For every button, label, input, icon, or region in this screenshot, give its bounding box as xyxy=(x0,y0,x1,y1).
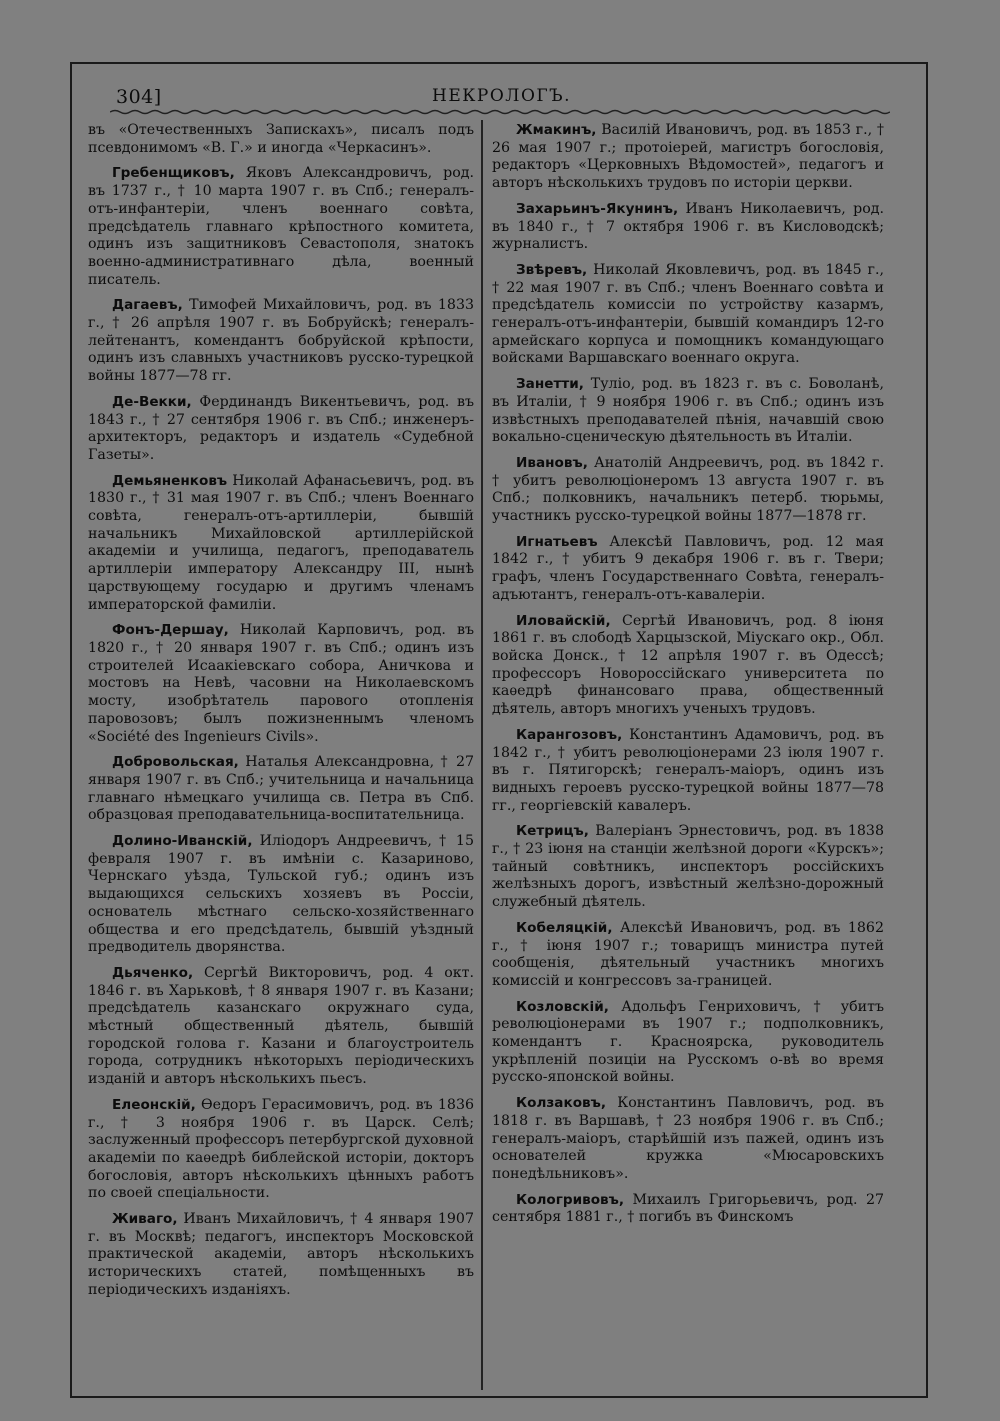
obituary-entry xyxy=(88,297,474,386)
entry-text: Константинъ Павловичъ, род. въ 1818 г. въ Варшавѣ, † 23 ноября 1906 г. въ Спб.; генералъ-маіоръ, старѣйшій изъ пажей, одинъ изъ основателей кружка «Мюсаровскихъ понедѣльниковъ». xyxy=(492,1095,884,1182)
obituary-entry xyxy=(492,613,884,719)
entry-text: Василій Ивановичъ, род. въ 1853 г., † 26 мая 1907 г.; протоіерей, магистръ богословія, редакторъ «Церковныхъ Вѣдомостей», педагогъ и авторъ нѣсколькихъ трудовъ по исторіи церкви. xyxy=(492,122,884,192)
entry-name: Игнатьевъ xyxy=(516,533,598,550)
obituary-entry xyxy=(88,122,474,157)
entry-text: Иванъ Михайловичъ, † 4 января 1907 г. въ Москвѣ; педагогъ, инспекторъ Московской практической академіи, авторъ нѣсколькихъ историческихъ статей, помѣщенныхъ въ періодическихъ изданіяхъ. xyxy=(88,1211,474,1298)
page-header xyxy=(72,74,926,108)
obituary-entry xyxy=(88,622,474,746)
entry-text: Иліодоръ Андреевичъ, † 15 февраля 1907 г. въ имѣніи с. Казариново, Чернскаго уѣзда, Тульской губ.; одинъ изъ выдающихся сельскихъ хозяевъ въ Россіи, основатель мѣстнаго сельско-хозяйственнаго общества и его предсѣдатель, бывшій уѣздный предводитель дворянства. xyxy=(88,833,474,956)
obituary-entry xyxy=(88,833,474,957)
entry-name: Де-Векки, xyxy=(112,393,192,410)
entry-text: Фердинандъ Викентьевичъ, род. въ 1843 г., † 27 сентября 1906 г. въ Спб.; инженеръ-архитекторъ, редакторъ и издатель «Судебной Газеты». xyxy=(88,393,474,463)
right-column xyxy=(492,122,884,1235)
entry-name: Долино-Иванскій, xyxy=(112,833,253,850)
entry-name: Демьяненковъ xyxy=(112,472,228,489)
wavy-rule xyxy=(110,108,890,116)
entry-text: Валеріанъ Эрнестовичъ, род. въ 1838 г., † 23 іюня на станціи желѣзной дороги «Курскъ»; тайный совѣтникъ, инспекторъ россійскихъ желѣзныхъ дорогъ, извѣстный желѣзно-дорожный служебный дѣятель. xyxy=(492,823,884,911)
obituary-entry xyxy=(88,754,474,825)
obituary-entry xyxy=(492,727,884,816)
entry-text: Алексѣй Павловичъ, род. 12 мая 1842 г., † убитъ 9 декабря 1906 г. въ г. Твери; графъ, членъ Государственнаго Совѣта, генералъ-адъютантъ, генералъ-отъ-кавалеріи. xyxy=(492,533,884,603)
entry-name: Захарьинъ-Якунинъ, xyxy=(516,200,679,217)
entry-text: Сергѣй Ивановичъ, род. 8 іюня 1861 г. въ слободѣ Харцызской, Міускаго окр., Обл. войска Донск., † 12 апрѣля 1907 г. въ Одессѣ; профессоръ Новороссійскаго университета по каѳедрѣ финансоваго права, общественный дѣятель, авторъ многихъ ученыхъ трудовъ. xyxy=(492,612,884,718)
obituary-entry xyxy=(492,1095,884,1184)
entry-text: въ «Отечественныхъ Запискахъ», писалъ подъ псевдонимомъ «В. Г.» и иногда «Черкасинъ». xyxy=(88,122,474,156)
entry-name: Елеонскій, xyxy=(112,1096,196,1113)
obituary-entry xyxy=(88,965,474,1089)
obituary-entry xyxy=(492,920,884,991)
entry-text: Наталья Александровна, † 27 января 1907 г. въ Спб.; учительница и начальница главнаго нѣмецкаго училища св. Петра въ Спб. образцовая преподавательница-воспитательница. xyxy=(88,754,474,824)
entry-text: Михаилъ Григорьевичъ, род. 27 сентября 1881 г., † погибъ въ Финскомъ xyxy=(492,1191,884,1226)
running-title: НЕКРОЛОГЪ. xyxy=(432,86,572,106)
entry-text: Николай Афанасьевичъ, род. въ 1830 г., † 31 мая 1907 г. въ Спб.; членъ Военнаго совѣта, генералъ-отъ-артиллеріи, бывшій начальникъ Михайловской артиллерійской академіи и училища, педагогъ, преподаватель артиллеріи императору Александру III, нынѣ царствующему государю и другимъ членамъ императорской фамиліи. xyxy=(88,472,474,613)
obituary-entry xyxy=(492,376,884,447)
obituary-entry xyxy=(492,534,884,605)
column-divider xyxy=(481,120,483,1390)
entry-name: Дагаевъ, xyxy=(112,297,183,314)
obituary-entry xyxy=(492,201,884,254)
entry-name: Кетрицъ, xyxy=(516,823,589,840)
entry-name: Занетти, xyxy=(516,376,584,393)
left-column xyxy=(88,122,474,1308)
entry-name: Гребенщиковъ, xyxy=(112,165,235,182)
entry-name: Кологривовъ, xyxy=(516,1191,625,1208)
obituary-entry xyxy=(492,999,884,1088)
obituary-entry xyxy=(492,262,884,368)
entry-name: Дьяченко, xyxy=(112,964,194,981)
obituary-entry xyxy=(88,1097,474,1203)
obituary-entry xyxy=(88,165,474,289)
entry-name: Козловскій, xyxy=(516,998,609,1015)
page-number: 304] xyxy=(116,86,162,108)
entry-text: Николай Яковлевичъ, род. въ 1845 г., † 22 мая 1907 г. въ Спб.; членъ Военнаго совѣта и предсѣдатель комиссіи по устройству казармъ, генералъ-отъ-инфантеріи, бывшій командиръ 12-го армейскаго корпуса и помощникъ командующаго войсками Варшавскаго военнаго округа. xyxy=(492,261,884,367)
entry-text: Алексѣй Ивановичъ, род. въ 1862 г., † іюня 1907 г.; товарищъ министра путей сообщенія, дѣятельный участникъ многихъ комиссій и конгрессовъ за-границей. xyxy=(492,919,884,989)
obituary-entry xyxy=(492,1192,884,1227)
entry-name: Живаго, xyxy=(112,1211,178,1228)
obituary-entry xyxy=(492,455,884,526)
entry-text: Тимофей Михайловичъ, род. въ 1833 г., † 26 апрѣля 1907 г. въ Бобруйскѣ; генералъ-лейтенантъ, комендантъ бобруйской крѣпости, одинъ изъ славныхъ участниковъ русско-турецкой войны 1877—78 гг. xyxy=(88,297,474,385)
obituary-entry xyxy=(88,394,474,465)
entry-text: Адольфъ Генриховичъ, † убитъ революціонерами въ 1907 г.; подполковникъ, комендантъ г. Красноярска, руководитель укрѣпленій позиціи на Русскомъ о-вѣ во время русско-японской войны. xyxy=(492,998,884,1086)
page xyxy=(70,62,928,1398)
obituary-entry xyxy=(88,473,474,615)
entry-name: Фонъ-Дершау, xyxy=(112,622,229,639)
entry-text: Туліо, род. въ 1823 г. въ с. Боволанѣ, въ Италіи, † 9 ноября 1906 г. въ Спб.; одинъ изъ извѣстныхъ преподавателей пѣнія, начавшій свою вокально-сценическую дѣятельность въ Италіи. xyxy=(492,376,884,446)
entry-text: Николай Карповичъ, род. въ 1820 г., † 20 января 1907 г. въ Спб.; одинъ изъ строителей Исаакіевскаго собора, Аничкова и мостовъ на Невѣ, часовни на Николаевскомъ мосту, изобрѣтатель парового отопленія паровозовъ; былъ пожизненнымъ членомъ «Société des Ingenieurs Civils». xyxy=(88,622,474,745)
obituary-entry xyxy=(492,122,884,193)
entry-name: Карангозовъ, xyxy=(516,726,623,743)
entry-text: Өедоръ Герасимовичъ, род. въ 1836 г., † 3 ноября 1906 г. въ Царск. Селѣ; заслуженный профессоръ петербургской духовной академіи по каѳедрѣ библейской исторіи, докторъ богословія, авторъ нѣсколькихъ цѣнныхъ работъ по своей спеціальности. xyxy=(88,1096,474,1202)
entry-text: Яковъ Александровичъ, род. въ 1737 г., † 10 марта 1907 г. въ Спб.; генералъ-отъ-инфантеріи, членъ военнаго совѣта, предсѣдатель главнаго крѣпостного комитета, одинъ изъ защитниковъ Севастополя, знатокъ военно-административнаго дѣла, военный писатель. xyxy=(88,165,474,288)
entry-name: Звѣревъ, xyxy=(516,261,588,278)
entry-name: Иловайскій, xyxy=(516,612,611,629)
entry-name: Ивановъ, xyxy=(516,454,588,471)
entry-text: Константинъ Адамовичъ, род. въ 1842 г., † убитъ революціонерами 23 іюля 1907 г. въ г. Пятигорскѣ; генералъ-маіоръ, одинъ изъ видныхъ героевъ русско-турецкой войны 1877—78 гг., георгіевскій кавалеръ. xyxy=(492,726,884,814)
entry-text: Иванъ Николаевичъ, род. въ 1840 г., † 7 октября 1906 г. въ Кисловодскѣ; журналистъ. xyxy=(492,200,884,253)
entry-text: Анатолій Андреевичъ, род. въ 1842 г. † убитъ революціонеромъ 13 августа 1907 г. въ Спб.; полковникъ, начальникъ петерб. тюрьмы, участникъ русско-турецкой войны 1877—1878 гг. xyxy=(492,454,884,525)
entry-name: Кобеляцкій, xyxy=(516,919,613,936)
entry-name: Колзаковъ, xyxy=(516,1095,607,1112)
obituary-entry xyxy=(88,1211,474,1300)
entry-text: Сергѣй Викторовичъ, род. 4 окт. 1846 г. въ Харьковѣ, † 8 января 1907 г. въ Казани; предсѣдатель казанскаго окружнаго суда, мѣстный общественный дѣятель, бывшій городской голова г. Казани и благоустроитель города, сотрудникъ нѣкоторыхъ періодическихъ изданій и авторъ нѣсколькихъ пьесъ. xyxy=(88,964,474,1088)
obituary-entry xyxy=(492,823,884,912)
entry-name: Добровольская, xyxy=(112,754,239,771)
entry-name: Жмакинъ, xyxy=(516,122,597,138)
